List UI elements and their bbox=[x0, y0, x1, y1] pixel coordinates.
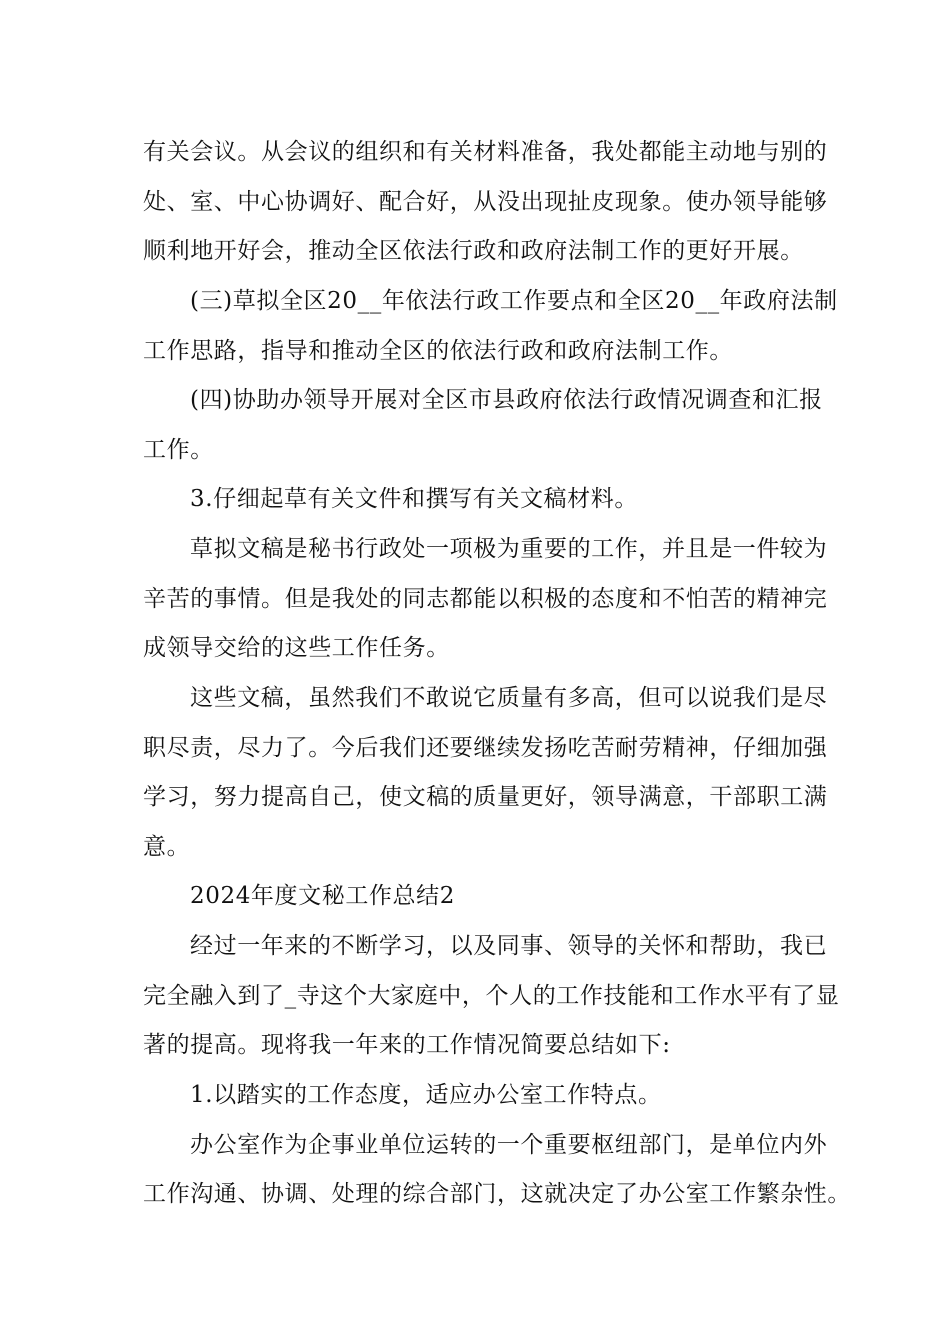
body-line: 辛苦的事情。但是我处的同志都能以积极的态度和不怕苦的精神完 bbox=[143, 586, 828, 612]
section-heading: 1.以踏实的工作态度，适应办公室工作特点。 bbox=[190, 1082, 662, 1108]
body-line: 工作。 bbox=[143, 437, 214, 463]
paragraph-start: 这些文稿，虽然我们不敢说它质量有多高，但可以说我们是尽 bbox=[190, 685, 828, 711]
list-item-line: (三)草拟全区20__年依法行政工作要点和全区20__年政府法制 bbox=[190, 288, 838, 314]
body-line: 顺利地开好会，推动全区依法行政和政府法制工作的更好开展。 bbox=[143, 238, 804, 264]
paragraph-start: 草拟文稿是秘书行政处一项极为重要的工作，并且是一件较为 bbox=[190, 536, 828, 562]
section-heading: 3.仔细起草有关文件和撰写有关文稿材料。 bbox=[190, 486, 638, 512]
body-line: 意。 bbox=[143, 834, 191, 860]
body-line: 完全融入到了_寺这个大家庭中，个人的工作技能和工作水平有了显 bbox=[143, 983, 840, 1009]
list-item-line: (四)协助办领导开展对全区市县政府依法行政情况调查和汇报 bbox=[190, 387, 823, 413]
body-line: 学习，努力提高自己，使文稿的质量更好，领导满意，干部职工满 bbox=[143, 784, 828, 810]
body-line: 处、室、中心协调好、配合好，从没出现扯皮现象。使办领导能够 bbox=[143, 189, 828, 215]
body-line: 著的提高。现将我一年来的工作情况简要总结如下: bbox=[143, 1032, 671, 1058]
body-line: 有关会议。从会议的组织和有关材料准备，我处都能主动地与别的 bbox=[143, 139, 828, 165]
body-line: 工作沟通、协调、处理的综合部门，这就决定了办公室工作繁杂性。 bbox=[143, 1181, 851, 1207]
body-line: 工作思路，指导和推动全区的依法行政和政府法制工作。 bbox=[143, 338, 733, 364]
document-subtitle: 2024年度文秘工作总结2 bbox=[190, 883, 455, 909]
paragraph-start: 办公室作为企事业单位运转的一个重要枢纽部门，是单位内外 bbox=[190, 1132, 828, 1158]
paragraph-start: 经过一年来的不断学习，以及同事、领导的关怀和帮助，我已 bbox=[190, 933, 828, 959]
body-line: 职尽责，尽力了。今后我们还要继续发扬吃苦耐劳精神，仔细加强 bbox=[143, 735, 828, 761]
body-line: 成领导交给的这些工作任务。 bbox=[143, 635, 450, 661]
